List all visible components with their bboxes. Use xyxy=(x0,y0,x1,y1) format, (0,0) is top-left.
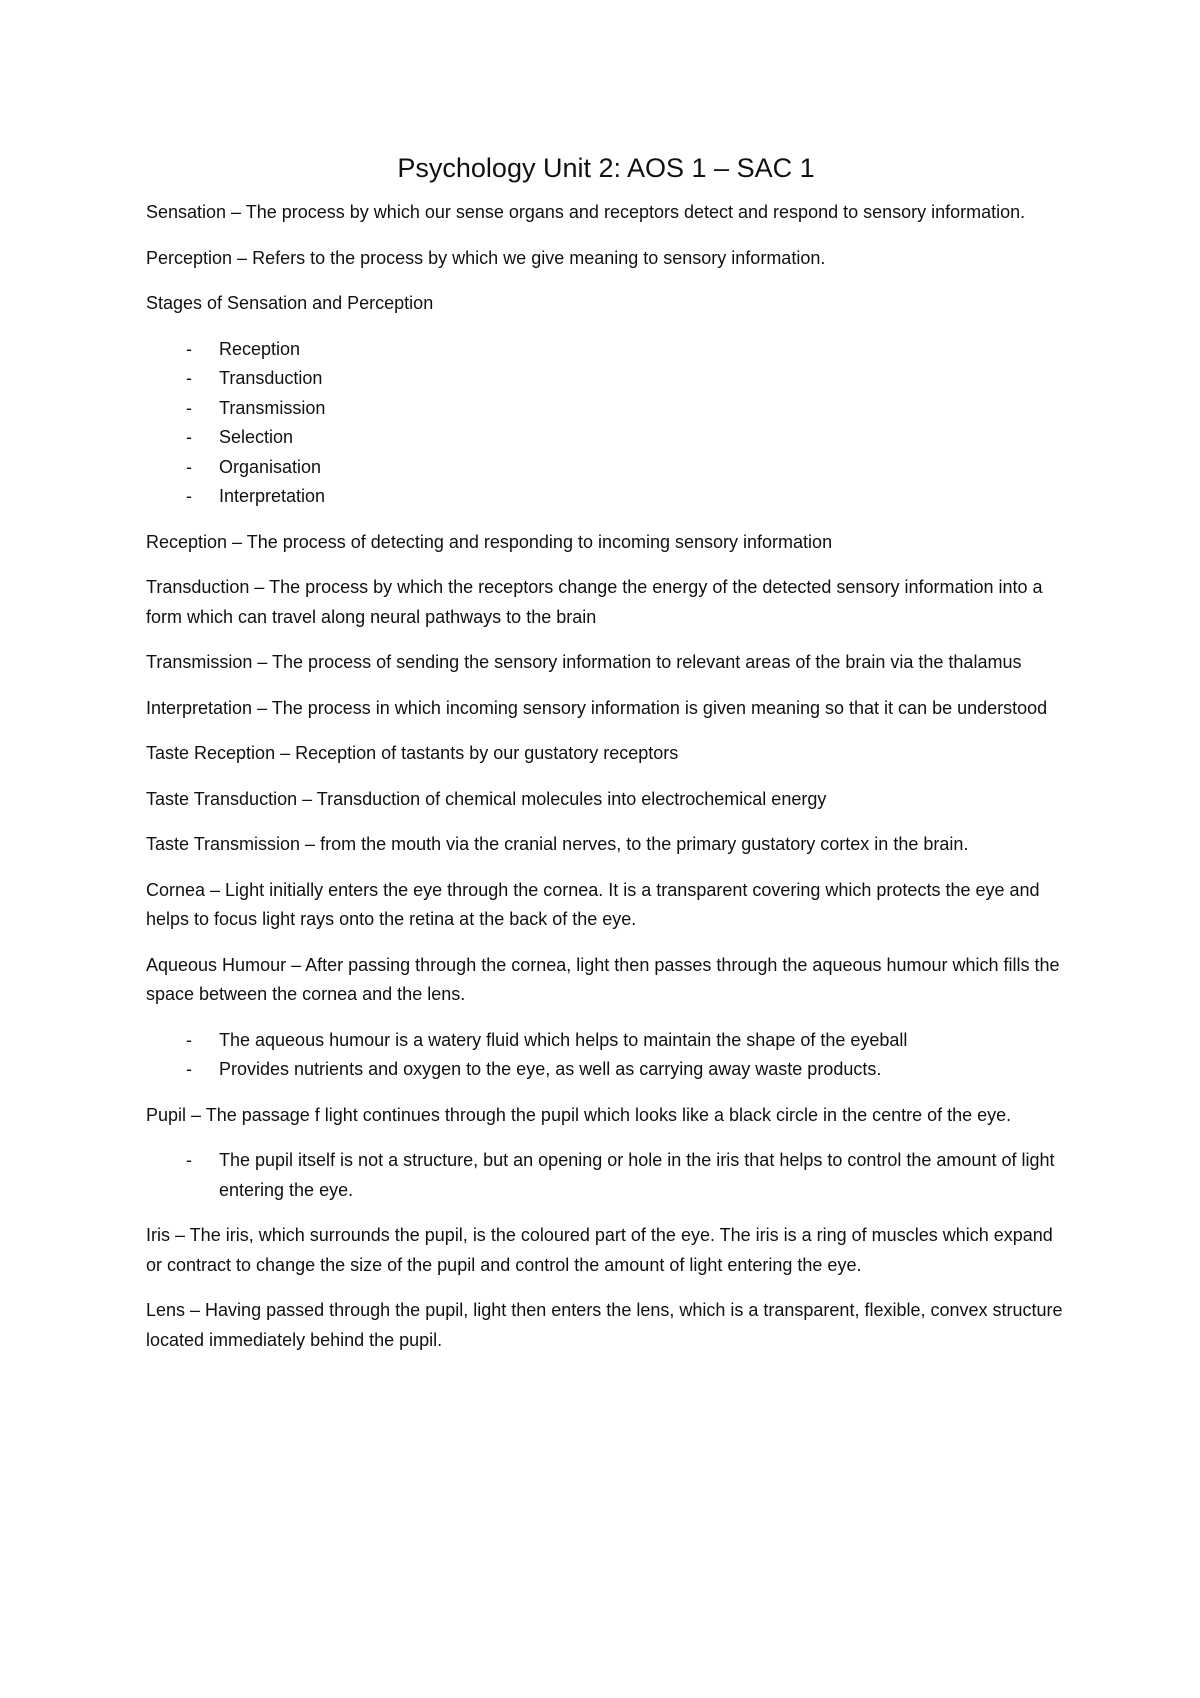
pupil-points-list xyxy=(146,1146,1066,1205)
definition-taste-reception: Taste Reception – Reception of tastants by our gustatory receptors xyxy=(146,743,679,763)
definition-transmission: Transmission – The process of sending the sensory information to relevant areas of the brain via the thalamus xyxy=(146,652,1022,672)
list-item: - The pupil itself is not a structure, but an opening or hole in the iris that helps to control the amount of light entering the eye. xyxy=(186,1150,1055,1200)
stages-heading: Stages of Sensation and Perception xyxy=(146,293,434,313)
list-item: - Organisation xyxy=(186,456,322,477)
definition-taste-transduction: Taste Transduction – Transduction of chemical molecules into electrochemical energy xyxy=(146,788,827,809)
definition-interpretation: Interpretation – The process in which incoming sensory information is given meaning so that it can be understood xyxy=(146,697,1048,718)
list-item: - The aqueous humour is a watery fluid which helps to maintain the shape of the eyeball xyxy=(186,1029,908,1050)
list-item: - Provides nutrients and oxygen to the eye, as well as carrying away waste products. xyxy=(186,1059,882,1079)
definition-lens: Lens – Having passed through the pupil, light then enters the lens, which is a transparent, flexible, convex structure located immediately behind the pupil. xyxy=(146,1300,1063,1350)
list-item: - Reception xyxy=(186,338,301,359)
list-item: - Transduction xyxy=(186,368,323,388)
definition-transduction: Transduction – The process by which the receptors change the energy of the detected sensory information into a form which can travel along neural pathways to the brain xyxy=(146,577,1043,627)
definition-iris: Iris – The iris, which surrounds the pupil, is the coloured part of the eye. The iris is a ring of muscles which expand or contract to change the size of the pupil and control the amount of light entering the eye. xyxy=(146,1225,1053,1275)
list-item: - Selection xyxy=(186,427,294,447)
list-item: - Transmission xyxy=(186,397,326,418)
list-item: - Interpretation xyxy=(186,486,326,506)
definition-perception: Perception – Refers to the process by which we give meaning to sensory information. xyxy=(146,247,826,268)
document-body xyxy=(146,150,1066,1371)
aqueous-points-list xyxy=(146,1026,1066,1085)
document-title: Psychology Unit 2: AOS 1 – SAC 1 xyxy=(397,153,815,183)
definition-reception: Reception – The process of detecting and responding to incoming sensory information xyxy=(146,531,833,552)
definition-sensation: Sensation – The process by which our sense organs and receptors detect and respond to sensory information. xyxy=(146,202,1026,222)
definition-taste-transmission: Taste Transmission – from the mouth via the cranial nerves, to the primary gustatory cortex in the brain. xyxy=(146,834,969,854)
definition-pupil: Pupil – The passage f light continues through the pupil which looks like a black circle in the centre of the eye. xyxy=(146,1104,1012,1125)
definition-aqueous-humour: Aqueous Humour – After passing through the cornea, light then passes through the aqueous humour which fills the space between the cornea and the lens. xyxy=(146,954,1060,1004)
definition-cornea: Cornea – Light initially enters the eye through the cornea. It is a transparent covering which protects the eye and helps to focus light rays onto the retina at the back of the eye. xyxy=(146,879,1040,929)
stages-list xyxy=(146,335,1066,512)
